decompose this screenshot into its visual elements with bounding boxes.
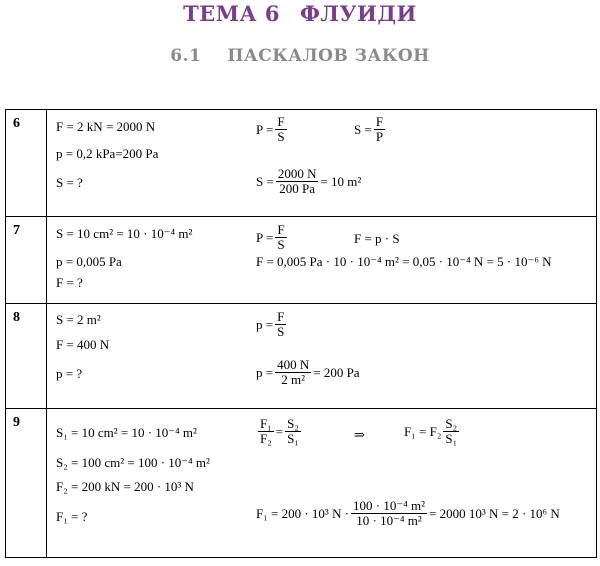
formula-lhs: F₁ = F₂	[404, 423, 442, 439]
given-area-1: S₁ = 10 cm² = 10 · 10⁻⁴ m²	[56, 425, 197, 440]
given-unknown: F = ?	[56, 275, 83, 290]
result-rhs: = 200 Pa	[313, 364, 360, 380]
fraction	[374, 115, 385, 144]
problem-row-6	[6, 110, 597, 217]
problem-number-cell	[6, 409, 47, 558]
formula-ratio	[256, 417, 303, 446]
result-rhs: = 2000 10³ N = 2 · 10⁶ N	[429, 505, 560, 521]
problem-body-cell	[47, 110, 597, 217]
result-pressure	[256, 358, 360, 387]
section-number: 6.1	[170, 46, 202, 66]
result-force-1	[256, 499, 560, 528]
problem-body-cell	[47, 409, 597, 558]
given-force: F = 400 N	[56, 337, 110, 352]
denominator: F₂	[260, 431, 272, 446]
formula-lhs: P =	[256, 229, 274, 245]
given-area-2: S₂ = 100 cm² = 100 · 10⁻⁴ m²	[56, 455, 210, 470]
denominator: 10 · 10⁻⁴ m²	[356, 513, 422, 528]
section-title	[0, 46, 600, 66]
numerator: 400 N	[277, 357, 310, 372]
denominator: 2 m²	[281, 372, 306, 387]
problem-number: 6	[13, 116, 20, 131]
problem-row-7	[6, 217, 597, 304]
formula-lhs: P =	[256, 121, 274, 137]
given-area: S = 2 m²	[56, 312, 101, 327]
numerator: S₂	[287, 416, 299, 431]
formula-lhs: S =	[354, 121, 372, 137]
formula-area	[354, 115, 387, 144]
denominator: S₁	[445, 431, 458, 446]
result-lhs: p =	[256, 364, 274, 380]
fraction	[351, 499, 427, 528]
topic-name: ФЛУИДИ	[300, 1, 417, 26]
numerator: S₂	[445, 416, 458, 431]
fraction	[258, 417, 274, 446]
result-force: F = 0,005 Pa · 10 · 10⁻⁴ m² = 0,05 · 10⁻⁴ N = 5 · 10⁻⁶ N	[256, 254, 552, 269]
problem-number: 9	[13, 415, 20, 430]
denominator: S	[277, 237, 285, 252]
denominator: S₁	[287, 431, 299, 446]
fraction	[443, 417, 459, 446]
numerator: F	[277, 309, 285, 324]
problem-number-cell	[6, 304, 47, 409]
problem-row-9	[6, 409, 597, 558]
given-unknown: F₁ = ?	[56, 509, 88, 524]
numerator: F	[375, 114, 384, 129]
given-area: S = 10 cm² = 10 · 10⁻⁴ m²	[56, 226, 193, 241]
result-area	[256, 167, 361, 196]
fraction	[275, 310, 286, 339]
denominator: 200 Pa	[279, 181, 315, 196]
denominator: P	[375, 129, 384, 144]
numerator: F₁	[260, 416, 272, 431]
numerator: 2000 N	[277, 166, 317, 181]
given-unknown: S = ?	[56, 175, 83, 190]
problem-row-8	[6, 304, 597, 409]
problems-table	[5, 109, 597, 558]
problem-number-cell	[6, 217, 47, 304]
formula-pressure	[256, 115, 289, 144]
result-lhs: F₁ = 200 · 10³ N ·	[256, 505, 350, 521]
formula-pressure	[256, 223, 289, 252]
given-pressure: p = 0,2 kPa=200 Pa	[56, 146, 159, 161]
result-lhs: S =	[256, 173, 274, 189]
section-name: ПАСКАЛОВ ЗАКОН	[227, 46, 430, 66]
ratio-equals: =	[275, 423, 284, 439]
problem-body-cell	[47, 217, 597, 304]
given-pressure: p = 0,005 Pa	[56, 254, 122, 269]
fraction	[276, 167, 319, 196]
given-force: F = 2 kN = 2000 N	[56, 119, 156, 134]
topic-title	[0, 1, 600, 26]
fraction	[275, 115, 286, 144]
topic-label: ТЕМА 6	[183, 1, 280, 26]
fraction	[285, 417, 301, 446]
denominator: S	[277, 129, 285, 144]
implies-arrow: ⇒	[354, 427, 365, 442]
fraction	[275, 358, 311, 387]
numerator: F	[277, 114, 285, 129]
formula-pressure	[256, 310, 288, 339]
denominator: S	[277, 324, 285, 339]
formula-lhs: p =	[256, 316, 274, 332]
fraction	[275, 223, 286, 252]
given-unknown: p = ?	[56, 366, 83, 381]
result-rhs: = 10 m²	[320, 173, 362, 189]
numerator: 100 · 10⁻⁴ m²	[353, 498, 426, 513]
problem-number: 8	[13, 310, 20, 325]
numerator: F	[277, 222, 285, 237]
problem-number: 7	[13, 223, 20, 238]
problem-number-cell	[6, 110, 47, 217]
given-force-2: F₂ = 200 kN = 200 · 10³ N	[56, 479, 194, 494]
problem-body-cell	[47, 304, 597, 409]
formula-force-1	[404, 417, 461, 446]
formula-force: F = p · S	[354, 231, 400, 246]
